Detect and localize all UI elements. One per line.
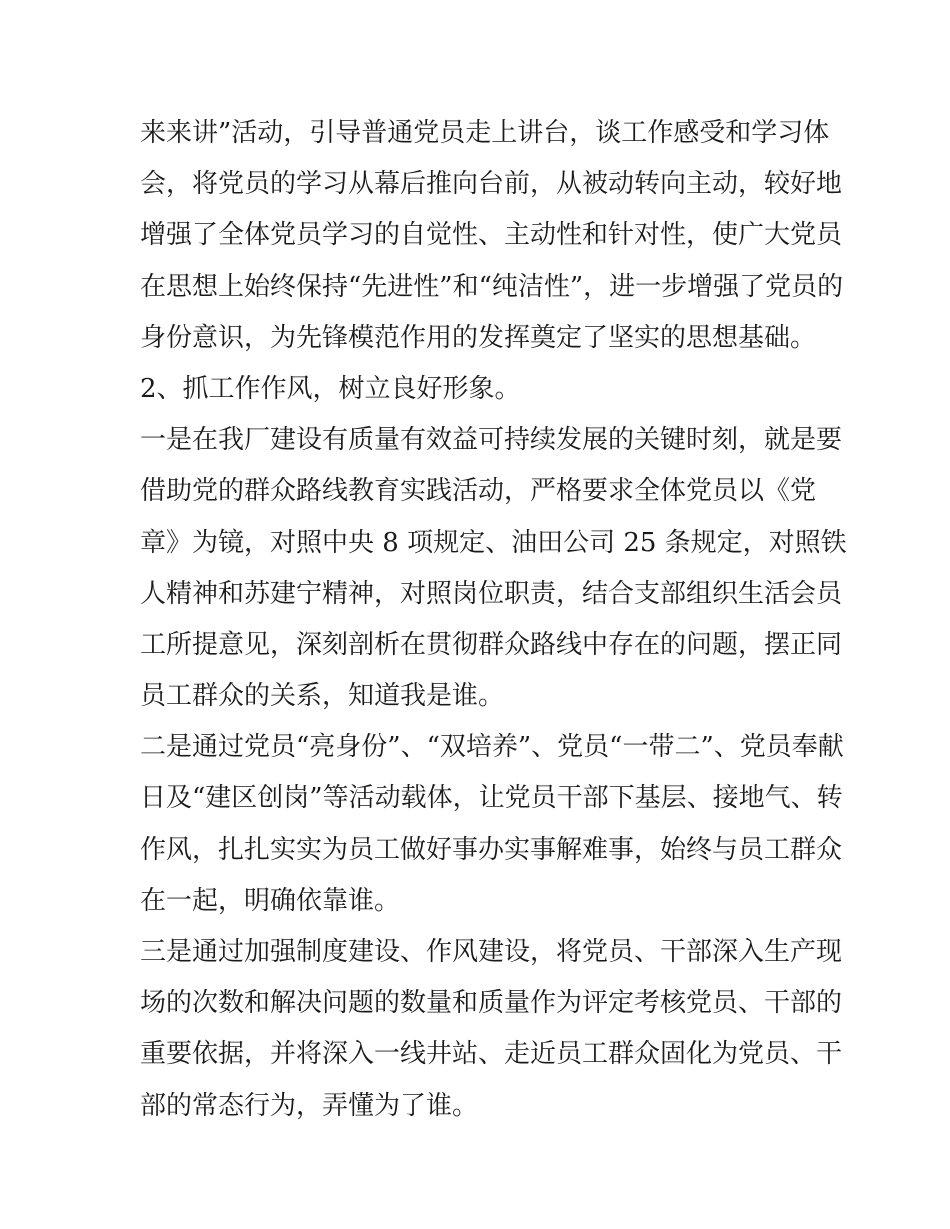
document-body [140,108,847,1132]
text-line: 增强了全体党员学习的自觉性、主动性和针对性，使广大党员 [140,220,843,251]
text-line: 二是通过党员“亮身份”、“双培养”、党员“一带二”、党员奉献 [140,732,844,763]
text-line: 日及“建区创岗”等活动载体，让党员干部下基层、接地气、转 [140,783,843,814]
text-line: 重要依据，并将深入一线井站、走近员工群众固化为党员、干 [140,1039,843,1070]
text-line: 部的常态行为，弄懂为了谁。 [140,1090,479,1121]
text-line: 在思想上始终保持“先进性”和“纯洁性”，进一步增强了党员的 [140,271,844,302]
text-line: 来来讲”活动，引导普通党员走上讲台，谈工作感受和学习体 [140,118,830,148]
text-line: 身份意识，为先锋模范作用的发挥奠定了坚实的思想基础。 [140,322,817,353]
text-line: 三是通过加强制度建设、作风建设，将党员、干部深入生产现 [140,937,843,967]
text-line: 作风，扎扎实实为员工做好事办实事解难事，始终与员工群众 [140,834,843,865]
text-line: 借助党的群众路线教育实践活动，严格要求全体党员以《党 [140,476,817,507]
text-line: 人精神和苏建宁精神，对照岗位职责，结合支部组织生活会员 [140,578,843,609]
text-line: 章》为镜，对照中央 8 项规定、油田公司 25 条规定，对照铁 [140,527,847,558]
text-line: 一是在我厂建设有质量有效益可持续发展的关键时刻，就是要 [140,425,843,456]
text-line: 工所提意见，深刻剖析在贯彻群众路线中存在的问题，摆正同 [140,629,843,660]
text-line: 员工群众的关系，知道我是谁。 [140,681,505,712]
section-heading: 2、抓工作作风，树立良好形象。 [140,373,521,404]
text-line: 场的次数和解决问题的数量和质量作为评定考核党员、干部的 [140,988,843,1019]
text-line: 会，将党员的学习从幕后推向台前，从被动转向主动，较好地 [140,169,843,200]
text-line: 在一起，明确依靠谁。 [140,885,401,916]
